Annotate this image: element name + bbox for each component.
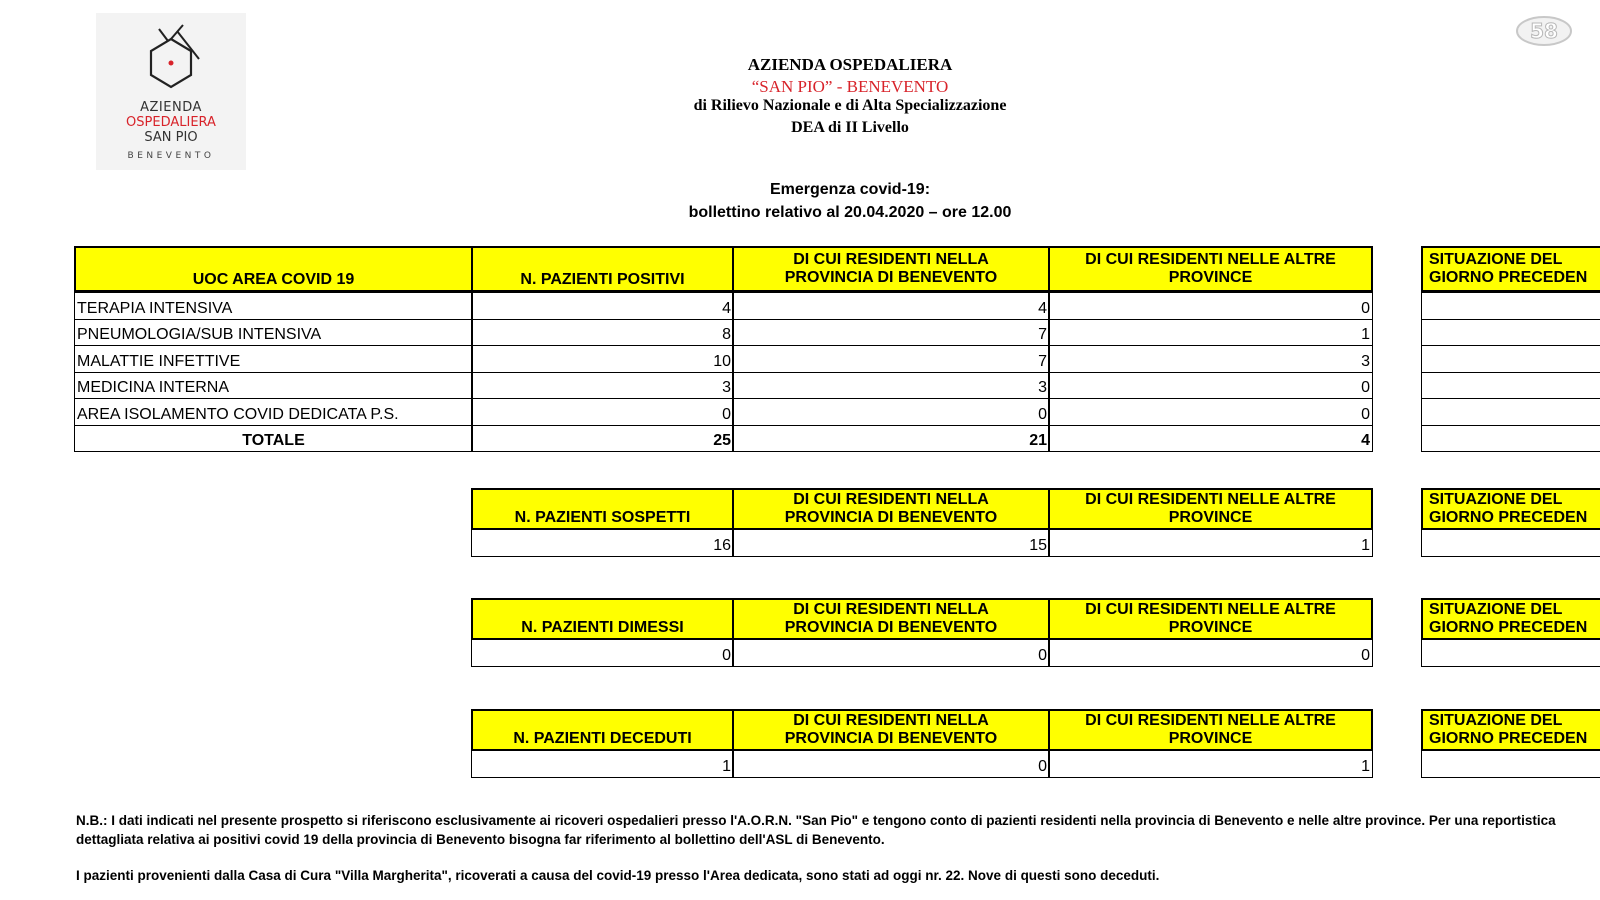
channel-58-watermark-icon (1515, 14, 1573, 48)
header-deceduti-col2: DI CUI RESIDENTI NELLA PROVINCIA DI BENEVENTO (732, 709, 1050, 751)
header-deceduti-col3: DI CUI RESIDENTI NELLE ALTRE PROVINCE (1048, 709, 1373, 751)
cell-bn: 7 (732, 319, 1050, 347)
cell-altre: 0 (1048, 292, 1373, 320)
col-header-uoc: UOC AREA COVID 19 (74, 246, 473, 292)
cell-positivi: 4 (471, 292, 734, 320)
note-nb: N.B.: I dati indicati nel presente prospetto si riferiscono esclusivamente ai ricoveri ospedalieri presso l'A.O.R.N. "San Pio" e tengono conto di pazienti residenti nella provincia di Benevento e nelle altre province. Per una reportistica dettagliata relativa ai positivi covid 19 della provincia di Benevento bisogna far riferimento al bollettino dell'ASL di Benevento. (76, 813, 1556, 847)
header-dea-level: DEA di II Livello (791, 119, 909, 136)
cell-positivi: 3 (471, 372, 734, 400)
value-cell: 0 (732, 749, 1050, 778)
hospital-logo (96, 13, 246, 170)
hexagon-logo-icon (141, 19, 201, 99)
watermark-text: 58 (1530, 19, 1558, 43)
cell-altre: 1 (1048, 319, 1373, 347)
value-cell: 16 (471, 528, 734, 557)
value-cell: 0 (732, 638, 1050, 667)
cell-positivi: 8 (471, 319, 734, 347)
logo-line-ospedaliera: OSPEDALIERA (126, 115, 216, 130)
cell-giorno-precedente (1421, 638, 1600, 667)
cell-bn: 4 (732, 292, 1050, 320)
header-dimessi-header: N. PAZIENTI DIMESSI (471, 598, 734, 640)
value-cell: 1 (1048, 749, 1373, 778)
header-dimessi-col3: DI CUI RESIDENTI NELLE ALTRE PROVINCE (1048, 598, 1373, 640)
header-sospetti-col2: DI CUI RESIDENTI NELLA PROVINCIA DI BENEVENTO (732, 488, 1050, 530)
col-header-positivi: N. PAZIENTI POSITIVI (471, 246, 734, 292)
cell-giorno-precedente (1421, 528, 1600, 557)
cell-label: MEDICINA INTERNA (74, 372, 473, 400)
header-sospetti-col3: DI CUI RESIDENTI NELLE ALTRE PROVINCE (1048, 488, 1373, 530)
bulletin-title: Emergenza covid-19: (769, 181, 931, 198)
cell-giorno-precedente (1421, 749, 1600, 778)
header-deceduti-side: SITUAZIONE DEL GIORNO PRECEDEN (1421, 709, 1600, 751)
cell-giorno-precedente (1421, 292, 1600, 320)
cell-label: MALATTIE INFETTIVE (74, 345, 473, 373)
logo-line-san-pio: SAN PIO (144, 130, 198, 145)
cell-giorno-precedente (1421, 319, 1600, 347)
cell-giorno-precedente (1421, 372, 1600, 400)
cell-altre: 4 (1048, 425, 1373, 453)
header-sospetti-header: N. PAZIENTI SOSPETTI (471, 488, 734, 530)
value-cell: 0 (1048, 638, 1373, 667)
note-villa-margherita: I pazienti provenienti dalla Casa di Cura "Villa Margherita", ricoverati a causa del covid-19 presso l'Area dedicata, sono stati ad oggi nr. 22. Nove di questi sono deceduti. (76, 868, 1160, 883)
cell-altre: 3 (1048, 345, 1373, 373)
header-hospital-name: “SAN PIO” - BENEVENTO (751, 77, 949, 96)
cell-giorno-precedente (1421, 345, 1600, 373)
value-cell: 15 (732, 528, 1050, 557)
header-dimessi-side: SITUAZIONE DEL GIORNO PRECEDEN (1421, 598, 1600, 640)
cell-altre: 0 (1048, 372, 1373, 400)
header-deceduti-header: N. PAZIENTI DECEDUTI (471, 709, 734, 751)
cell-label: TOTALE (74, 425, 473, 453)
cell-bn: 3 (732, 372, 1050, 400)
cell-positivi: 10 (471, 345, 734, 373)
logo-line-azienda: AZIENDA (140, 100, 202, 115)
cell-bn: 21 (732, 425, 1050, 453)
value-cell: 1 (1048, 528, 1373, 557)
cell-giorno-precedente (1421, 398, 1600, 426)
value-cell: 1 (471, 749, 734, 778)
col-header-residenti-bn: DI CUI RESIDENTI NELLA PROVINCIA DI BENEVENTO (732, 246, 1050, 292)
header-title: AZIENDA OSPEDALIERA (747, 55, 953, 74)
cell-label: AREA ISOLAMENTO COVID DEDICATA P.S. (74, 398, 473, 426)
cell-positivi: 0 (471, 398, 734, 426)
header-sospetti-side: SITUAZIONE DEL GIORNO PRECEDEN (1421, 488, 1600, 530)
col-header-giorno-precedente: SITUAZIONE DEL GIORNO PRECEDEN (1421, 246, 1600, 292)
header-dimessi-col2: DI CUI RESIDENTI NELLA PROVINCIA DI BENEVENTO (732, 598, 1050, 640)
cell-label: PNEUMOLOGIA/SUB INTENSIVA (74, 319, 473, 347)
value-cell: 0 (471, 638, 734, 667)
cell-altre: 0 (1048, 398, 1373, 426)
cell-positivi: 25 (471, 425, 734, 453)
cell-label: TERAPIA INTENSIVA (74, 292, 473, 320)
header-specialization: di Rilievo Nazionale e di Alta Specializzazione (693, 97, 1007, 114)
col-header-residenti-altre: DI CUI RESIDENTI NELLE ALTRE PROVINCE (1048, 246, 1373, 292)
logo-line-benevento: BENEVENTO (127, 151, 215, 161)
bulletin-date: bollettino relativo al 20.04.2020 – ore 12.00 (688, 204, 1012, 221)
cell-giorno-precedente (1421, 425, 1600, 453)
cell-bn: 0 (732, 398, 1050, 426)
cell-bn: 7 (732, 345, 1050, 373)
